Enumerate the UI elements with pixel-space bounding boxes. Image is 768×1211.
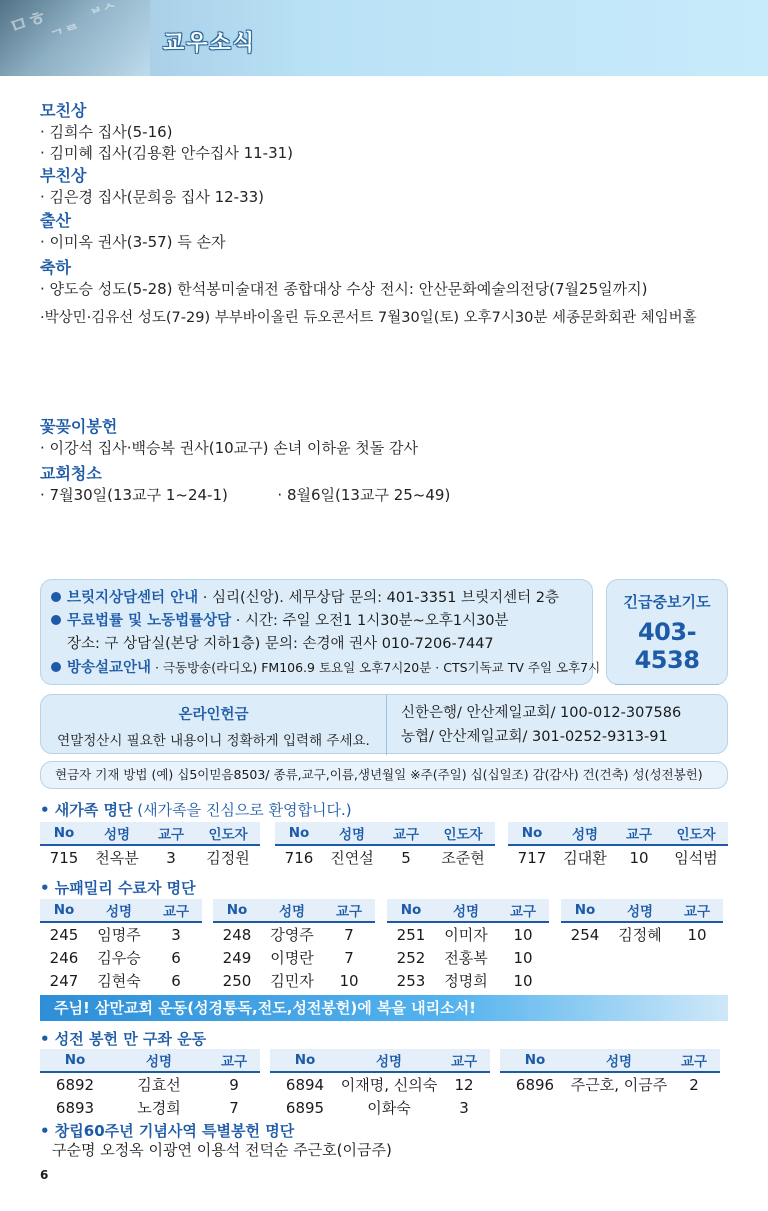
list-item: · 김희수 집사(5-16) (40, 123, 173, 141)
table-header (275, 822, 495, 846)
table-row (508, 846, 728, 869)
column-header: 인도자 (443, 827, 483, 843)
table-cell: 6895 (285, 1098, 325, 1117)
table-cell: 245 (49, 925, 79, 944)
news-mother-condolence (40, 100, 293, 164)
column-header: No (53, 902, 75, 918)
table-cell: 노경희 (137, 1099, 181, 1117)
table-cell: 이미자 (444, 926, 488, 944)
table-row (40, 969, 202, 992)
column-header: No (400, 902, 422, 918)
new-family-heading (40, 799, 352, 820)
table-cell: 247 (49, 971, 79, 990)
table-cell: 254 (570, 925, 600, 944)
table-header (40, 899, 202, 923)
table-row (213, 969, 375, 992)
list-item: · 양도승 성도(5-28) 한석봉미술대전 종합대상 수상 전시: 안산문화예술의전당(7월25일까지) (40, 280, 648, 298)
data-table (213, 899, 375, 992)
table-cell: 715 (49, 848, 79, 867)
column-header: 성명 (571, 827, 599, 843)
table-cell: 249 (222, 948, 252, 967)
table-cell: 이재명, 신의숙 (340, 1076, 438, 1094)
table-cell: 2 (689, 1075, 699, 1094)
table-row (40, 846, 260, 869)
offering-info (41, 695, 387, 755)
broadcast-row (51, 656, 601, 680)
list-item: · 이미옥 권사(3-57) 득 손자 (40, 233, 226, 251)
column-header: 인도자 (208, 827, 248, 843)
section-title: 출산 (40, 211, 71, 230)
table-cell: 이명란 (270, 949, 314, 967)
column-header: 성명 (105, 904, 133, 920)
table-cell: 진연설 (330, 849, 374, 867)
table-cell: 이화숙 (367, 1099, 411, 1117)
column-header: No (53, 825, 75, 841)
table-cell: 6894 (285, 1075, 325, 1094)
table-cell: 5 (401, 848, 411, 867)
table-header (213, 899, 375, 923)
column-header: 교구 (450, 1054, 478, 1070)
list-item: · 김은경 집사(문희응 집사 12-33) (40, 188, 265, 206)
column-header: 성명 (375, 1054, 403, 1070)
prayer-banner: 주님! 삼만교회 운동(성경통독,전도,성전봉헌)에 복을 내리소서! (40, 995, 728, 1021)
brick-heading: • 성전 봉헌 만 구좌 운동 (40, 1030, 207, 1048)
page-number: 6 (40, 1168, 49, 1182)
table-header (270, 1049, 490, 1073)
table-cell: 716 (284, 848, 314, 867)
table-cell: 10 (687, 925, 707, 944)
section-title: 꽃꽂이봉헌 (40, 417, 118, 436)
data-table (500, 1049, 720, 1096)
table-cell: 7 (344, 925, 354, 944)
news-father-condolence (40, 165, 264, 208)
table-cell: 10 (629, 848, 649, 867)
legal-label: 무료법률 및 노동법률상담 (67, 613, 232, 629)
list-item (40, 485, 450, 506)
table-cell: 246 (49, 948, 79, 967)
broadcast-label: 방송설교안내 (67, 660, 152, 676)
news-cleaning (40, 463, 450, 506)
table-row (500, 1073, 720, 1096)
table-cell: 10 (513, 971, 533, 990)
column-header: 성명 (452, 904, 480, 920)
table-cell: 천옥분 (95, 849, 139, 867)
graduates-heading: • 뉴패밀리 수료자 명단 (40, 879, 196, 897)
table-header (40, 1049, 260, 1073)
table-cell: 6896 (515, 1075, 555, 1094)
table-row (270, 1096, 490, 1119)
column-header: No (226, 902, 248, 918)
offering-accounts (401, 701, 681, 749)
data-table (40, 899, 202, 992)
table-cell: 10 (339, 971, 359, 990)
list-item: ·박상민·김유선 성도(7-29) 부부바이올린 듀오콘서트 7월30일(토) 오후7시30분 세종문화회관 체임버홀 (40, 310, 697, 326)
column-header: No (521, 825, 543, 841)
table-cell: 7 (229, 1098, 239, 1117)
table-cell: 248 (222, 925, 252, 944)
page-title: 교우소식 (163, 31, 257, 56)
table-cell: 10 (513, 948, 533, 967)
table-cell: 김민자 (270, 972, 314, 990)
column-header: 교구 (509, 904, 537, 920)
table-cell: 김정원 (206, 849, 250, 867)
list-item: · 이강석 집사·백승복 권사(10교구) 손녀 이하윤 첫돌 감사 (40, 439, 418, 457)
table-cell: 10 (513, 925, 533, 944)
column-header: 교구 (157, 827, 185, 843)
table-cell: 3 (171, 925, 181, 944)
table-cell: 6 (171, 971, 181, 990)
table-cell: 250 (222, 971, 252, 990)
data-table (275, 822, 495, 869)
online-offering-box (40, 694, 728, 754)
table-cell: 9 (229, 1075, 239, 1094)
table-row (387, 969, 549, 992)
column-header: 성명 (145, 1054, 173, 1070)
column-header: No (294, 1052, 316, 1068)
offering-desc: 연말정산시 필요한 내용이니 정확하게 입력해 주세요. (57, 733, 370, 749)
table-cell: 6 (171, 948, 181, 967)
column-header: 성명 (338, 827, 366, 843)
page-header (0, 0, 768, 76)
table-row (213, 923, 375, 946)
bullet-icon (51, 592, 61, 602)
table-cell: 조준현 (441, 849, 485, 867)
table-row (387, 946, 549, 969)
news-flowers (40, 416, 418, 459)
table-header (561, 899, 723, 923)
table-cell: 김대환 (563, 849, 607, 867)
column-header: 교구 (335, 904, 363, 920)
info-box (40, 579, 601, 685)
data-table (387, 899, 549, 992)
table-row (40, 1096, 260, 1119)
column-header: 인도자 (676, 827, 716, 843)
bridge-row (51, 587, 582, 610)
table-cell: 253 (396, 971, 426, 990)
column-header: No (288, 825, 310, 841)
column-header: 교구 (680, 1054, 708, 1070)
table-row (40, 923, 202, 946)
table-row (40, 1073, 260, 1096)
column-header: 교구 (392, 827, 420, 843)
prayer-number: 403-4538 (634, 618, 700, 674)
urgent-prayer-box (606, 579, 728, 685)
section-title: 축하 (40, 258, 71, 277)
legal-row-2: 장소: 구 상담실(본당 지하1층) 문의: 손경애 권사 010-7206-7447 (67, 636, 494, 652)
offering-title: 온라인헌금 (178, 707, 249, 723)
table-cell: 김현숙 (97, 972, 141, 990)
table-cell: 전홍복 (444, 949, 488, 967)
table-row (270, 1073, 490, 1096)
header-decoration: ㅁㅎ ᄀᄅ ᄇᄉ (0, 0, 150, 76)
column-header: No (574, 902, 596, 918)
table-row (40, 946, 202, 969)
table-cell: 252 (396, 948, 426, 967)
table-header (508, 822, 728, 846)
table-cell: 3 (166, 848, 176, 867)
table-cell: 717 (517, 848, 547, 867)
bridge-text: · 심리(신앙). 세무상담 문의: 401-3351 브릿지센터 2층 (198, 590, 559, 606)
table-cell: 6893 (55, 1098, 95, 1117)
column-header: 교구 (162, 904, 190, 920)
bridge-label: 브릿지상담센터 안내 (67, 590, 199, 606)
column-header: 성명 (626, 904, 654, 920)
section-subtitle: (새가족을 진심으로 환영합니다.) (132, 801, 352, 819)
column-header: 성명 (278, 904, 306, 920)
section-title: 부친상 (40, 166, 87, 185)
data-table (508, 822, 728, 869)
broadcast-text: · 극동방송(라디오) FM106.9 토요일 오후7시20분 · CTS기독교 TV 주일 오후7시 (151, 660, 601, 675)
cleaning-item: · 8월6일(13교구 25~49) (277, 486, 451, 504)
table-cell: 김정혜 (618, 926, 662, 944)
data-table (561, 899, 723, 946)
bullet-icon (51, 662, 61, 672)
table-row (387, 923, 549, 946)
column-header: 교구 (220, 1054, 248, 1070)
data-table (270, 1049, 490, 1119)
news-congrats (40, 257, 697, 329)
table-cell: 주근호, 이금주 (570, 1076, 668, 1094)
anniversary-heading: • 창립60주년 기념사역 특별봉헌 명단 (40, 1122, 295, 1140)
column-header: 교구 (625, 827, 653, 843)
legal-row (51, 610, 582, 633)
prayer-title: 긴급중보기도 (623, 593, 711, 611)
data-table (40, 822, 260, 869)
table-cell: 7 (344, 948, 354, 967)
table-cell: 임명주 (97, 926, 141, 944)
section-title: 모친상 (40, 101, 87, 120)
column-header: No (64, 1052, 86, 1068)
table-cell: 251 (396, 925, 426, 944)
news-birth (40, 210, 226, 253)
section-title: 교회청소 (40, 464, 102, 483)
table-cell: 6892 (55, 1075, 95, 1094)
anniversary-names: 구순명 오정옥 이광연 이용석 전덕순 주근호(이금주) (52, 1141, 392, 1159)
table-header (40, 822, 260, 846)
table-cell: 3 (459, 1098, 469, 1117)
cleaning-item: · 7월30일(13교구 1~24-1) (40, 486, 228, 504)
table-cell: 12 (454, 1075, 474, 1094)
bank-account: 농협/ 안산제일교회/ 301-0252-9313-91 (401, 729, 668, 745)
section-title: • 새가족 명단 (40, 801, 133, 819)
table-header (500, 1049, 720, 1073)
notation-box: 현금자 기재 방법 (예) 십5이믿음8503/ 종류,교구,이름,생년월일 ※주(주일) 십(십일조) 감(감사) 건(건축) 성(성전봉헌) (40, 761, 728, 789)
table-row (561, 923, 723, 946)
bullet-icon (51, 615, 61, 625)
table-cell: 김우승 (97, 949, 141, 967)
table-cell: 강영주 (270, 926, 314, 944)
table-cell: 임석범 (674, 849, 718, 867)
column-header: No (524, 1052, 546, 1068)
column-header: 성명 (103, 827, 131, 843)
bank-account: 신한은행/ 안산제일교회/ 100-012-307586 (401, 705, 682, 721)
table-header (387, 899, 549, 923)
table-row (213, 946, 375, 969)
list-item: · 김미혜 집사(김용환 안수집사 11-31) (40, 144, 294, 162)
table-row (275, 846, 495, 869)
column-header: 성명 (605, 1054, 633, 1070)
table-cell: 김효선 (137, 1076, 181, 1094)
data-table (40, 1049, 260, 1119)
table-cell: 정명희 (444, 972, 488, 990)
column-header: 교구 (683, 904, 711, 920)
legal-text: · 시간: 주일 오전1 1시30분~오후1시30분 (231, 613, 509, 629)
